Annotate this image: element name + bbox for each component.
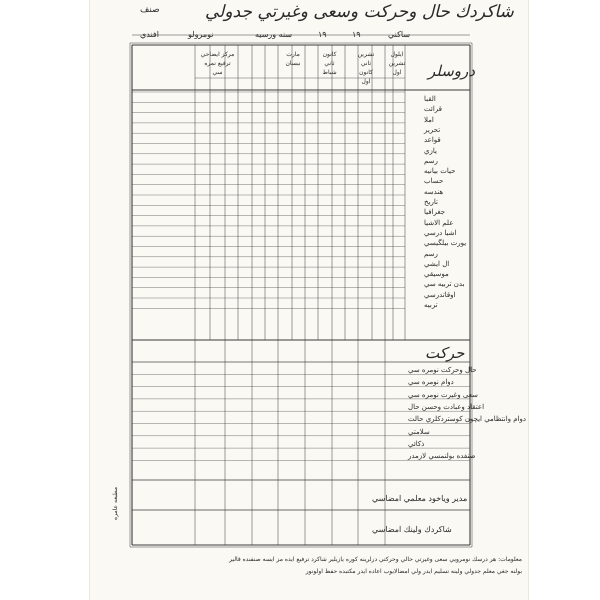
col-header-sep-oct: ايلول تشرين اول <box>388 51 406 76</box>
subject-label: حيات بيانيه <box>424 167 456 176</box>
subject-label: حساب <box>424 177 444 186</box>
guardian-signature-label: مدير وياخود معلمي امضاسي <box>372 494 468 503</box>
subject-label: جغرافيا <box>424 208 446 217</box>
conduct-row-label: اعتقاد وعبادت وحسن حال <box>408 402 485 411</box>
subject-label: علم الاشيا <box>424 218 454 227</box>
printer-margin-note: مطبعه عامره <box>112 486 119 520</box>
meta-year-end: ١٩ <box>318 30 327 39</box>
subject-label: اوقاتدرسي <box>424 290 456 299</box>
subject-label: املا <box>424 115 434 124</box>
col-header-nov-dec: تشرين ثاني كانون اول <box>357 51 375 85</box>
conduct-row-label: حال وحركت نومره سي <box>408 366 477 374</box>
conduct-row-label: سلامتي <box>408 427 430 436</box>
footer-note-line-2: بولنه جغي معلم جدولي ولينه تسليم ايدر ولي امضالايوب اعاده ايدر مكتبده حفظ اولونور <box>305 568 522 575</box>
meta-school-year-label: سنه ورسيه <box>255 30 293 39</box>
subject-label: تاريخ <box>424 198 438 206</box>
subject-label: تحرير <box>424 125 441 134</box>
col-header-promotion: مركز ايضاحي ترفيع نمره سي <box>200 51 235 76</box>
subject-label: موسيقي <box>424 270 449 279</box>
subject-label: ال ايشي <box>424 259 450 268</box>
col-header-mar-apr: مارت نيسان <box>285 51 301 67</box>
subject-label: بدن تربيه سي <box>424 280 465 289</box>
subject-label: رسم <box>424 156 438 165</box>
conduct-row-label: دوام وانتظامي ايچون كوستردكلري حالت <box>408 415 527 424</box>
footer-note-line-1: معلومات: هر درسك نومرويي سعى وغيرتي حالي وحركتي درلرينه كوره يازيلير شاكرد ترفيع ايده مز ايسه صنفنده قالير <box>229 556 522 563</box>
table-rules <box>130 35 472 547</box>
conduct-row-label: صنفده بولنمسي لازمدر <box>408 452 476 461</box>
subject-label: اشيا درسي <box>424 228 457 237</box>
conduct-row-label: دوام نومره سي <box>408 378 454 387</box>
parent-signature-label: شاكردك ولينك امضاسي <box>372 525 452 534</box>
subject-label: يورت بيلگيسي <box>424 239 467 248</box>
subject-label: قواعد <box>424 136 441 145</box>
subject-label: رسم <box>424 249 438 258</box>
subject-label: تربيه <box>424 301 438 309</box>
class-label: صنف <box>140 5 160 15</box>
meta-efendi-label: افندي <box>140 30 159 39</box>
subject-label: هندسه <box>424 187 444 196</box>
page-title: شاكردك حال وحركت وسعى وغيرتي جدولي <box>205 2 514 22</box>
subject-label: القبا <box>424 95 436 103</box>
meta-year-start: ١٩ <box>352 30 361 39</box>
conduct-title: حركت <box>425 344 465 362</box>
conduct-row-label: ذكائي <box>408 439 425 448</box>
subjects-title: دروسلر <box>428 62 475 80</box>
subject-label: يازي <box>424 146 437 155</box>
subject-label: قرائت <box>424 105 442 114</box>
meta-number-label: نومرولو <box>188 30 214 39</box>
meta-residence-label: ساكني <box>388 30 411 39</box>
col-header-jan-feb: كانون ثاني شباط <box>322 51 337 76</box>
conduct-row-label: سعى وغيرت نومره سي <box>408 390 478 399</box>
